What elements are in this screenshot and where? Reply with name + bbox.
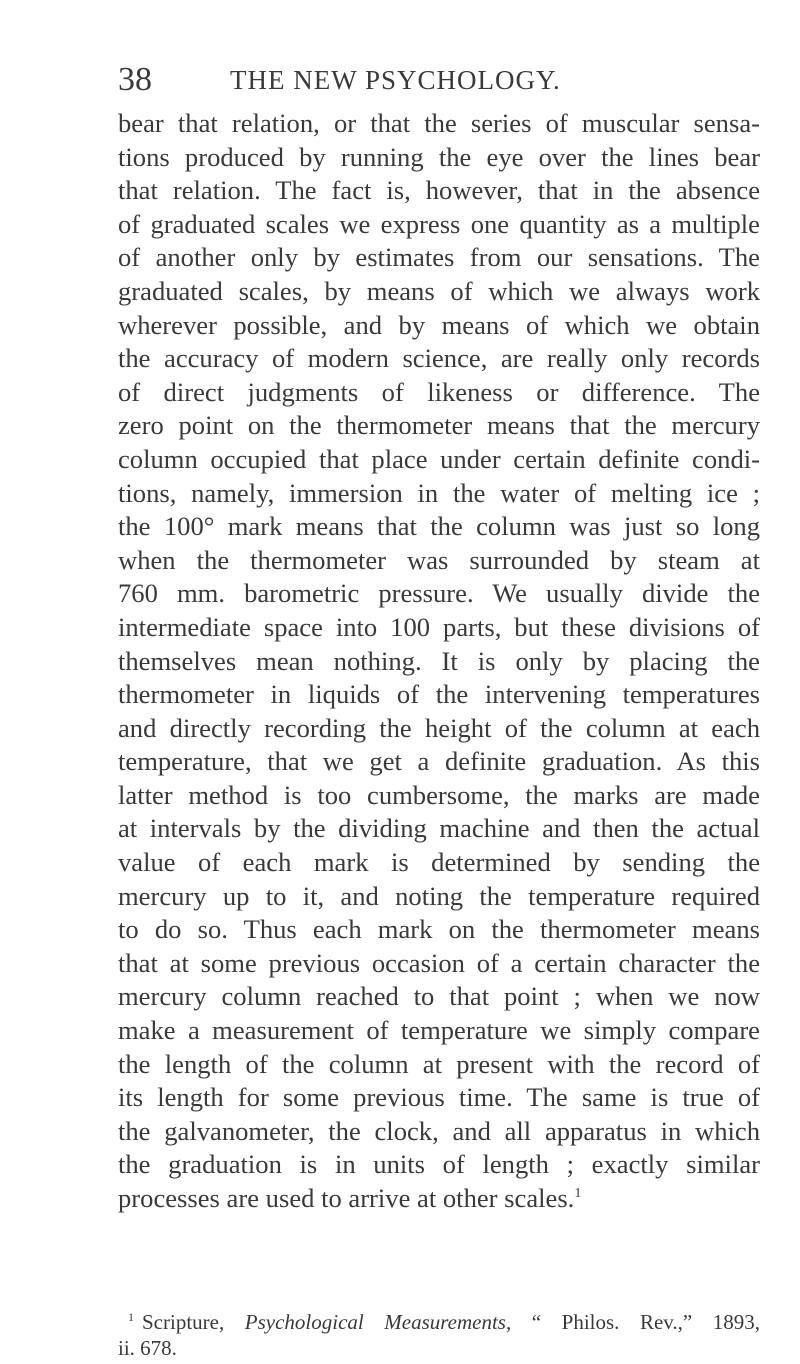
footnote-marker: 1 — [128, 1310, 134, 1324]
footnote-line — [118, 1309, 760, 1335]
text-line: mercury column reached to that point ; when we now — [118, 981, 760, 1012]
text-line: that at some previous occasion of a certain character the — [118, 947, 760, 978]
text-line: the accuracy of modern science, are really only records — [118, 343, 760, 374]
text-line: wherever possible, and by means of which we obtain — [118, 309, 760, 340]
text-line: intermediate space into 100 parts, but these divisions of — [118, 611, 760, 642]
text-line: the 100° mark means that the column was just so long — [118, 511, 760, 542]
text-line: of graduated scales we express one quantity as a multiple — [118, 208, 760, 239]
footnote-line — [118, 1335, 760, 1361]
footnote-journal: “ Philos. Rev.,” 1893, — [531, 1310, 761, 1334]
text-line: zero point on the thermometer means that the mercury — [118, 410, 760, 441]
text-line: when the thermometer was surrounded by steam at — [118, 544, 760, 575]
footnote-pages: ii. 678. — [118, 1336, 177, 1360]
text-line: make a measurement of temperature we simply compare — [118, 1015, 760, 1046]
running-title: THE NEW PSYCHOLOGY. — [230, 65, 561, 95]
text-line: its length for some previous time. The same is true of — [118, 1082, 760, 1113]
footnote-author: Scripture, — [142, 1310, 225, 1334]
text-line: of another only by estimates from our sensations. The — [118, 242, 760, 273]
body-text — [118, 107, 760, 1216]
text-line: tions produced by running the eye over the lines bear — [118, 141, 760, 172]
text-line: the length of the column at present with the record of — [118, 1048, 760, 1079]
text-line: latter method is too cumbersome, the marks are made — [118, 779, 760, 810]
text-line: to do so. Thus each mark on the thermometer means — [118, 914, 760, 945]
footnote-reference: 1 — [574, 1186, 582, 1202]
text-line: tions, namely, immersion in the water of melting ice ; — [118, 477, 760, 508]
text-line: of direct judgments of likeness or difference. The — [118, 376, 760, 407]
text-line: themselves mean nothing. It is only by placing the — [118, 645, 760, 676]
text-line: column occupied that place under certain definite condi- — [118, 443, 760, 474]
text-line: 760 mm. barometric pressure. We usually divide the — [118, 578, 760, 609]
text-line: that relation. The fact is, however, that in the absence — [118, 175, 760, 206]
text-line: the graduation is in units of length ; exactly similar — [118, 1149, 760, 1180]
text-line: the galvanometer, the clock, and all apparatus in which — [118, 1115, 760, 1146]
text-line: value of each mark is determined by sending the — [118, 847, 760, 878]
running-head — [118, 58, 760, 102]
page-number: 38 — [118, 61, 152, 98]
footnote — [118, 1309, 760, 1361]
text-line: thermometer in liquids of the intervening temperatures — [118, 679, 760, 710]
text-line: and directly recording the height of the column at each — [118, 712, 760, 743]
text-line: bear that relation, or that the series of muscular sensa- — [118, 108, 760, 138]
text-line: at intervals by the dividing machine and then the actual — [118, 813, 760, 844]
text-line-last — [118, 1182, 760, 1216]
last-line-text: processes are used to arrive at other scales. — [118, 1183, 575, 1213]
text-line: mercury up to it, and noting the temperature required — [118, 880, 760, 911]
text-line: temperature, that we get a definite graduation. As this — [118, 746, 760, 777]
footnote-title: Psychological Measurements, — [244, 1310, 512, 1334]
text-line: graduated scales, by means of which we always work — [118, 275, 760, 306]
